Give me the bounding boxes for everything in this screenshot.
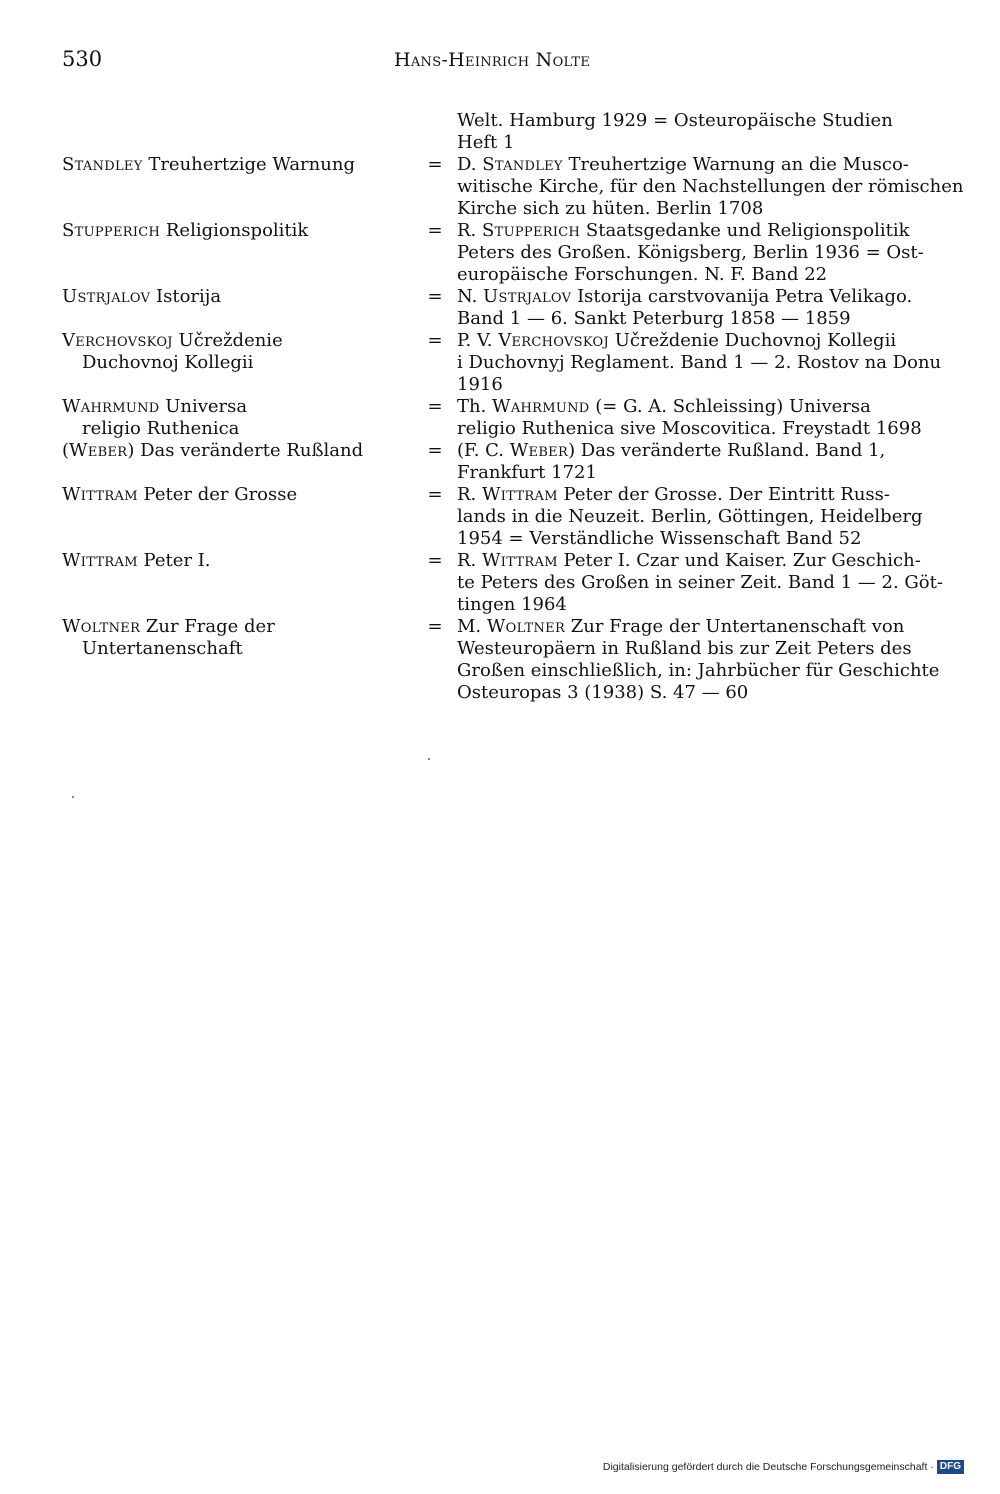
line-text: tingen 1964	[457, 594, 567, 615]
line-text: Kirche sich zu hüten. Berlin 1708	[457, 198, 764, 219]
title-text: Treuhertzige Warnung	[142, 154, 355, 175]
author-name: Wittram	[482, 550, 558, 571]
short-title-line	[62, 286, 412, 308]
short-title	[62, 440, 412, 462]
author-initials: D.	[457, 154, 483, 175]
line-text: religio Ruthenica sive Moscovitica. Freystadt 1698	[457, 418, 922, 439]
author-name: Standley	[62, 154, 143, 175]
citation-line	[457, 264, 950, 286]
equals-sign: =	[427, 396, 443, 417]
short-title-line	[62, 220, 412, 242]
citation-line	[457, 396, 950, 418]
line-text: Untertanenschaft	[82, 638, 243, 659]
short-title	[62, 286, 412, 308]
full-citation	[457, 440, 950, 484]
title-text: Peter der Grosse	[137, 484, 298, 505]
short-title	[62, 550, 412, 572]
short-title-line	[62, 484, 412, 506]
citation-line	[457, 440, 950, 462]
short-title-line	[62, 110, 412, 132]
footer-text: Digitalisierung gefördert durch die Deutsche Forschungsgemeinschaft	[602, 1461, 928, 1473]
author-name: Wahrmund	[62, 396, 160, 417]
bibliography-entry	[62, 484, 950, 550]
short-title	[62, 220, 412, 242]
line-text: witische Kirche, für den Nachstellungen der römischen	[457, 176, 964, 197]
line-text: Osteuropas 3 (1938) S. 47 — 60	[457, 682, 749, 703]
title-text: Treuhertzige Warnung an die Musco-	[562, 154, 909, 175]
title-text: Učreždenie Duchovnoj Kollegii	[609, 330, 897, 351]
title-text: Zur Frage der Untertanenschaft von	[565, 616, 905, 637]
full-citation	[457, 616, 950, 704]
author-name: Wittram	[62, 484, 138, 505]
short-title-line	[62, 440, 412, 462]
bibliography-entry	[62, 286, 950, 330]
scan-speck	[72, 796, 74, 798]
line-text: Welt. Hamburg 1929 = Osteuropäische Studien	[457, 110, 893, 131]
author-name: Wittram	[62, 550, 138, 571]
bibliography-entry	[62, 330, 950, 396]
citation-line	[457, 638, 950, 660]
author-name: Woltner	[62, 616, 141, 637]
short-title	[62, 616, 412, 660]
author-initials: N.	[457, 286, 484, 307]
author-name: Verchovskoj	[62, 330, 173, 351]
citation-line	[457, 176, 964, 198]
line-text: Band 1 — 6. Sankt Peterburg 1858 — 1859	[457, 308, 851, 329]
line-text: Westeuropäern in Rußland bis zur Zeit Peters des	[457, 638, 912, 659]
author-name: Wahrmund	[492, 396, 590, 417]
bibliography-entry	[62, 110, 950, 154]
short-title	[62, 154, 412, 176]
short-title-line	[62, 154, 412, 176]
short-title	[62, 484, 412, 506]
running-title: Hans-Heinrich Nolte	[394, 49, 591, 71]
line-text: te Peters des Großen in seiner Zeit. Band 1 — 2. Göt-	[457, 572, 943, 593]
citation-line	[457, 550, 950, 572]
full-citation	[457, 286, 950, 330]
title-text: (= G. A. Schleissing) Universa	[589, 396, 871, 417]
equals-sign: =	[427, 330, 443, 351]
bibliography-entry	[62, 440, 950, 484]
author-name: Woltner	[486, 616, 566, 637]
equals-sign: =	[427, 220, 443, 241]
title-text: ) Das veränderte Rußland. Band 1,	[568, 440, 886, 461]
citation-line	[457, 594, 950, 616]
full-citation	[457, 220, 950, 286]
bibliography-entry	[62, 550, 950, 616]
short-title-line	[62, 352, 412, 374]
line-text: Peters des Großen. Königsberg, Berlin 1936 = Ost-	[457, 242, 924, 263]
citation-line	[457, 682, 950, 704]
full-citation	[457, 330, 950, 396]
line-text: Heft 1	[457, 132, 515, 153]
citation-line	[457, 616, 950, 638]
short-title	[62, 110, 412, 132]
title-text: Zur Frage der	[140, 616, 275, 637]
short-title	[62, 396, 412, 440]
author-initials: M.	[457, 616, 487, 637]
title-text: Peter I.	[137, 550, 211, 571]
author-initials: P. V.	[457, 330, 499, 351]
citation-line	[457, 330, 950, 352]
title-text: Staatsgedanke und Religionspolitik	[580, 220, 910, 241]
citation-line	[457, 506, 950, 528]
citation-line	[457, 484, 950, 506]
author-initials: R.	[457, 484, 482, 505]
author-name: Verchovskoj	[498, 330, 610, 351]
author-initials: (F. C.	[457, 440, 510, 461]
short-title-line	[62, 616, 412, 638]
title-text: Učreždenie	[172, 330, 283, 351]
full-citation	[457, 484, 950, 550]
author-name: Stupperich	[62, 220, 161, 241]
line-text: Großen einschließlich, in: Jahrbücher für Geschichte	[457, 660, 940, 681]
short-title-line	[62, 550, 412, 572]
author-name: Ustrjalov	[62, 286, 151, 307]
citation-line	[457, 132, 950, 154]
digitization-footer: Digitalisierung gefördert durch die Deutsche Forschungsgemeinschaft · DFG	[603, 1460, 964, 1474]
full-citation	[457, 110, 950, 154]
equals-sign: =	[427, 616, 443, 637]
author-name: Standley	[482, 154, 563, 175]
equals-sign: =	[427, 154, 443, 175]
equals-sign: =	[427, 484, 443, 505]
short-title	[62, 330, 412, 374]
author-name: Wittram	[482, 484, 558, 505]
title-text: Peter I. Czar und Kaiser. Zur Geschich-	[557, 550, 921, 571]
full-citation	[457, 550, 950, 616]
short-title-line	[62, 418, 412, 440]
author-name: Ustrjalov	[483, 286, 572, 307]
author-name: Stupperich	[482, 220, 581, 241]
equals-sign: =	[427, 286, 443, 307]
dfg-logo: DFG	[937, 1460, 964, 1474]
citation-line	[457, 462, 950, 484]
bibliography-entry	[62, 616, 950, 704]
bibliography-list	[62, 110, 964, 704]
equals-sign: =	[427, 440, 443, 461]
bibliography-entry	[62, 396, 950, 440]
citation-line	[457, 198, 950, 220]
title-text: ) Das veränderte Rußland	[127, 440, 364, 461]
citation-line	[457, 528, 950, 550]
equals-sign: =	[427, 550, 443, 571]
title-text: Universa	[159, 396, 248, 417]
short-title-line	[62, 330, 412, 352]
citation-line	[457, 572, 950, 594]
scan-speck	[428, 758, 430, 760]
title-text: Istorija carstvovanija Petra Velikago.	[571, 286, 913, 307]
citation-line	[457, 374, 950, 396]
title-text: Religionspolitik	[160, 220, 309, 241]
citation-line	[457, 220, 950, 242]
author-name: Weber	[69, 440, 128, 461]
bibliography-entry	[62, 154, 964, 220]
line-text: lands in die Neuzeit. Berlin, Göttingen, Heidelberg	[457, 506, 923, 527]
full-citation	[457, 396, 950, 440]
line-text: Frankfurt 1721	[457, 462, 597, 483]
author-initials: (	[62, 440, 70, 461]
citation-line	[457, 660, 950, 682]
line-text: 1916	[457, 374, 503, 395]
title-text: Peter der Grosse. Der Eintritt Russ-	[557, 484, 890, 505]
page-number: 530	[62, 47, 103, 71]
citation-line	[457, 418, 950, 440]
line-text: 1954 = Verständliche Wissenschaft Band 52	[457, 528, 862, 549]
short-title-line	[62, 396, 412, 418]
citation-line	[457, 110, 950, 132]
line-text: i Duchovnyj Reglament. Band 1 — 2. Rostov na Donu	[457, 352, 942, 373]
line-text: Duchovnoj Kollegii	[82, 352, 254, 373]
line-text: europäische Forschungen. N. F. Band 22	[457, 264, 828, 285]
title-text: Istorija	[150, 286, 222, 307]
author-name: Weber	[509, 440, 569, 461]
line-text: religio Ruthenica	[82, 418, 240, 439]
citation-line	[457, 154, 950, 176]
citation-line	[457, 308, 950, 330]
bibliography-entry	[62, 220, 950, 286]
author-initials: R.	[457, 220, 482, 241]
full-citation	[457, 154, 964, 220]
author-initials: R.	[457, 550, 482, 571]
citation-line	[457, 352, 950, 374]
short-title-line	[62, 638, 412, 660]
citation-line	[457, 286, 950, 308]
citation-line	[457, 242, 950, 264]
author-initials: Th.	[457, 396, 493, 417]
